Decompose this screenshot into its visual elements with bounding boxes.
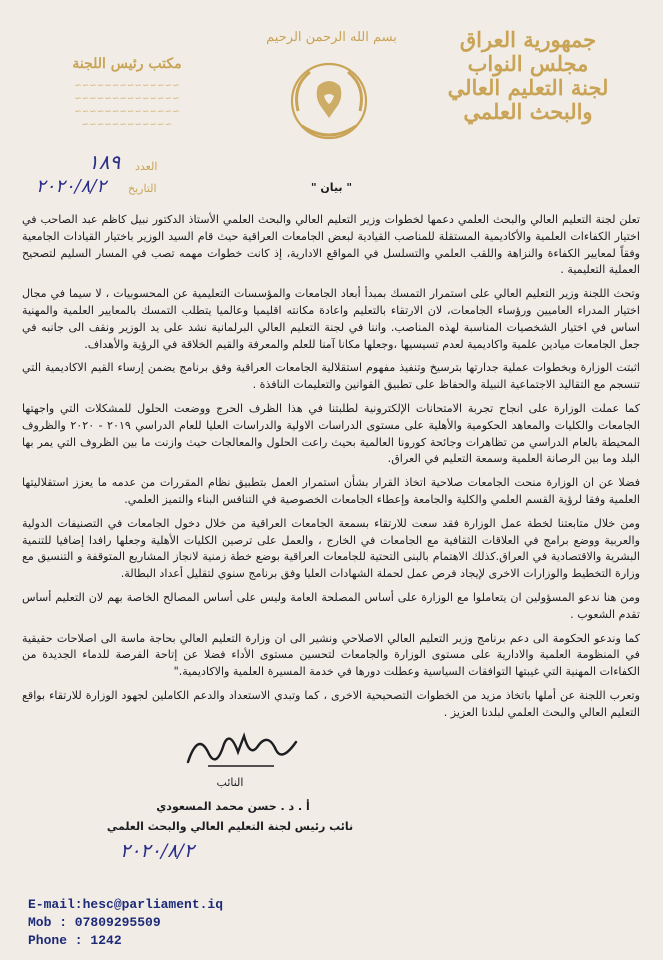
signatory-position: نائب رئيس لجنة التعليم العالي والبحث العلمي <box>106 820 354 833</box>
statement-heading: " بيان " <box>310 181 353 194</box>
paragraph: كما وندعو الحكومة الى دعم برنامج وزير التعليم العالي الاصلاحي ونشير الى ان وزارة التعليم العالي بحاجة ماسة الى اصلاحات حقيقية في المنظومة العلمية والادارية على مستوى الوزارة والجامعات لتحسين مستوى الأداء فضلا عن إتاحة الفرصة للدماء الجديدة من الكفاءات المهنية التي غيبتها التوافقات السياسية وعطلت دورها في خدمة المسيرة العلمية والاكاديمية." <box>22 631 640 679</box>
handwritten-signature <box>178 722 308 774</box>
office-title: مكتب رئيس اللجنة <box>72 56 182 72</box>
letterhead-line: مجلس النواب <box>467 51 589 76</box>
document-date: ٢٠٢٠/٨/٢ <box>36 176 107 197</box>
number-label: العدد <box>135 160 158 173</box>
signature-date: ٢٠٢٠/٨/٢ <box>120 840 195 862</box>
decorative-text-line: ∼∼∼∼∼∼∼∼∼∼∼∼∼∼ <box>74 81 180 91</box>
decorative-text-line: ∼∼∼∼∼∼∼∼∼∼∼∼∼∼ <box>74 107 180 117</box>
signatory-title: النائب <box>216 776 244 789</box>
paragraph: وتعرب اللجنة عن أملها باتخاذ مزيد من الخطوات التصحيحية الاخرى ، كما وتبدي الاستعداد والدعم الكاملين لجهود الوزارة للارتقاء بواقع التعليم العالي والبحث العلمي لبلدنا العزيز . <box>22 688 640 719</box>
document-number: ١٨٩ <box>88 150 121 174</box>
paragraph: ومن خلال متابعتنا لخطة عمل الوزارة فقد سعت للارتقاء بسمعة الجامعات العراقية من خلال دخول الجامعات في التصنيفات الدولية والعربية ووضع برامج في العلاقات الثقافية مع الجامعات في الخارج ، والعمل على ترصين الكليات الأهلية وجعلها رافدا إضافيا للتنمية البشرية والاقتصادية في العراق.كذلك الاهتمام بالبنى التحتية للجامعات العراقية بوضع خطة زمنية لانجاز المشاريع المتوقفة و التنسيق مع وزارة التخطيط والوزارات الاخرى لإيجاد فرص عمل لحملة الشهادات العليا وفق برنامج سنوي لتقليل أعداد البطالة. <box>22 516 640 581</box>
decorative-text-line: ∼∼∼∼∼∼∼∼∼∼∼∼∼∼ <box>74 94 180 104</box>
signatory-name: أ . د . حسن محمد المسعودي <box>156 800 310 813</box>
contact-phone: Phone : 1242 <box>28 933 122 948</box>
basmala-text: بسم الله الرحمن الرحيم <box>266 30 397 45</box>
contact-block <box>28 896 223 950</box>
contact-mobile: Mob : 07809295509 <box>28 915 161 930</box>
letterhead-line: لجنة التعليم العالي <box>447 75 609 100</box>
letterhead-line: والبحث العلمي <box>463 99 593 124</box>
statement-body <box>22 212 640 729</box>
paragraph: فضلا عن ان الوزارة منحت الجامعات صلاحية اتخاذ القرار بشأن استمرار العمل بتطبيق نظام المقررات من عدمه ما يعزز استقلاليتها العلمية وفقا لرؤية القسم العلمي والكلية والجامعة وإعطاء الجامعات الخصوصية في التنافس البناء والتميز العلمي. <box>22 476 640 506</box>
paragraph: ومن هنا ندعو المسؤولين ان يتعاملوا مع الوزارة على أساس المصلحة العامة وليس على أساس المصالح الخاصة بهم لان التعليم أساس تقدم الشعوب . <box>22 590 640 621</box>
iraq-emblem-icon <box>284 56 374 146</box>
paragraph: كما عملت الوزارة على انجاح تجربة الامتحانات الإلكترونية لطلبتنا في هذا الظرف الحرج ووضعت الحلول للمشكلات التي واجهتها الجامعات والكليات والمعاهد الحكومية والأهلية على مستوى الدراسات الاولية والدراسات العليا للعام الدراسي ٢٠١٩ - ٢٠٢٠ والظروف المحيطة بالعام الدراسي من تظاهرات وجائحة كورونا العالمية بحيث راعت الحلول والمعالجات حيث وازنت ما بين الظروف التي يمر بها البلد وما بين الرصانة العلمية وسمعة التعليم في العراق. <box>22 401 640 466</box>
contact-email: E-mail:hesc@parliament.iq <box>28 897 224 912</box>
decorative-text-line: ∼∼∼∼∼∼∼∼∼∼∼∼ <box>81 120 173 130</box>
letterhead-line: جمهورية العراق <box>459 27 597 52</box>
date-label: التاريخ <box>128 182 157 195</box>
paragraph: تعلن لجنة التعليم العالي والبحث العلمي دعمها لخطوات وزير التعليم العالي والبحث العلمي الأستاذ الدكتور نبيل كاظم عبد الصاحب في اختيار الكفاءات العلمية والأكاديمية المستقلة للمناصب القيادية لبعض الجامعات العراقية حيث قام السيد الوزير باختيار القيادات الجامعية وفقاً لمعايير الكفاءة والنزاهة واللقب العلمي والتسلسل في المواقع الادارية، إذ كانت خطوات مهمه تصب في المسار السليم لتصحيح العملية التعليمية . <box>22 213 640 277</box>
committee-chair-office <box>62 56 192 132</box>
paragraph: وتحث اللجنة وزير التعليم العالي على استمرار التمسك بمبدأ أبعاد الجامعات والمؤسسات التعليمية عن المحسوبيات ، لا سيما في مجال اختيار المدراء العاميين ورؤساء الجامعات، لان الارتقاء بالتعليم واعادة مكانته اقليميا وعالميا يتطلب التمسك بالمعايير العلمية والمهنية اساس في اختيار الشخصيات المناسبة لهذه المناصب. واننا في لجنة التعليم العالي البرلمانية نشد على يد الوزير ونقف الى جانبه في جعل الجامعات ميادين علمية واكاديمية لعدم تسيسيها ،وجعلها مكانا آمنا للعلم والمعرفة والقيم الخلاقة في الرؤية والأهداف. <box>22 287 640 351</box>
paragraph: اثبتت الوزارة وبخطوات عملية جدارتها بترسيخ وتنفيذ مفهوم استقلالية الجامعات العراقية وفق برنامج يضمن إرساء القيم الاكاديمية التي تنسجم مع التقاليد الاجتماعية النبيلة والحفاظ على تطبيق القوانين والتعليمات النافذة . <box>22 361 640 392</box>
